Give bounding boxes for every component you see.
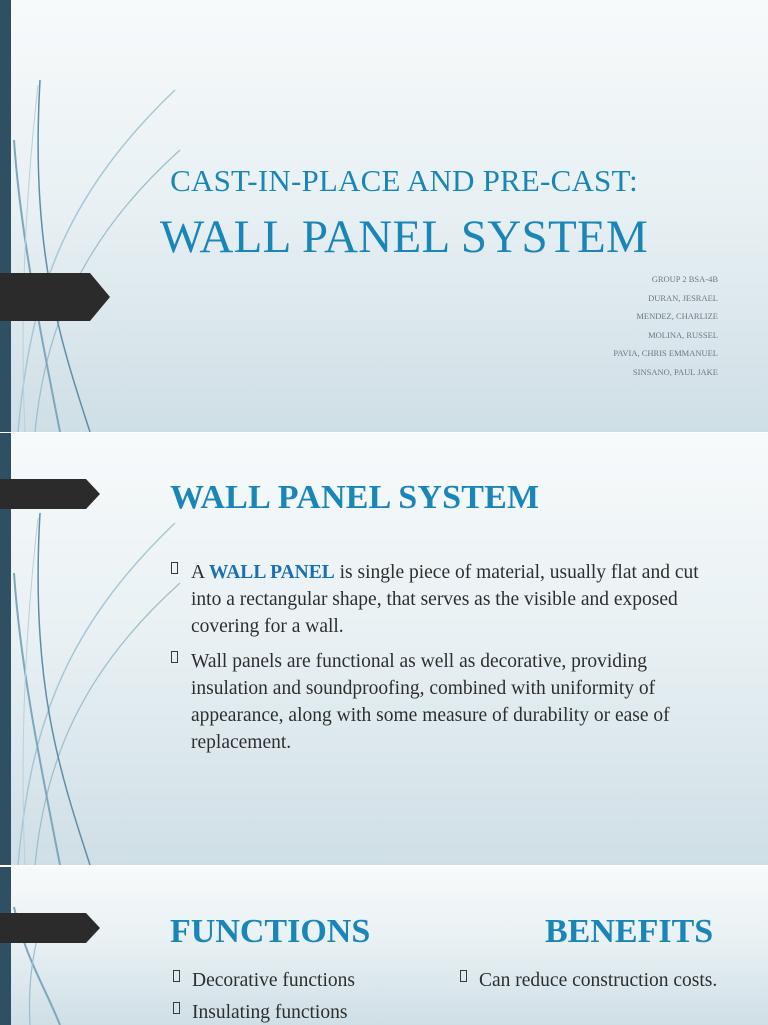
arrow-tab-icon (0, 479, 100, 509)
list-item (170, 999, 410, 1025)
list-item (170, 967, 410, 994)
bullet-text: A (191, 562, 209, 583)
bullet-item (168, 648, 728, 756)
bullet-icon (173, 970, 180, 982)
slide-title-line1: CAST-IN-PLACE AND PRE-CAST: (170, 163, 638, 198)
title-slide (0, 0, 768, 432)
slide-title-line2: WALL PANEL SYSTEM (159, 211, 649, 263)
member-name: PAVIA, CHRIS EMMANUEL (613, 348, 718, 358)
member-name: SINSANO, PAUL JAKE (632, 366, 718, 377)
group-members-list (613, 270, 718, 381)
benefits-heading: BENEFITS (545, 913, 714, 950)
bullet-text: Wall panels are functional as well as decorative, providing insulation and soundproofing, combined with uniformity of appearance, along with some measure of durability or ease of replacement. (191, 651, 670, 753)
arrow-tab-icon (0, 913, 100, 943)
member-name: DURAN, JESRAEL (648, 292, 718, 303)
bullet-icon (173, 1002, 180, 1014)
list-item (457, 967, 727, 994)
list-item-text: Decorative functions (192, 970, 355, 991)
bullet-icon (171, 562, 178, 574)
bullet-icon (460, 970, 467, 982)
group-label: GROUP 2 BSA-4B (651, 274, 718, 284)
bullet-item (168, 559, 728, 640)
list-item-text: Can reduce construction costs. (479, 970, 718, 991)
member-name: MENDEZ, CHARLIZE (636, 311, 718, 321)
functions-benefits-slide (0, 866, 768, 1025)
bullet-icon (171, 651, 178, 663)
functions-heading: FUNCTIONS (170, 913, 371, 950)
functions-list (170, 967, 410, 1025)
member-name: MOLINA, RUSSEL (648, 329, 718, 340)
list-item-text: Insulating functions (192, 1002, 348, 1023)
left-accent-bar (0, 867, 11, 1025)
arrow-tab-icon (0, 273, 110, 321)
definition-slide (0, 432, 768, 865)
highlight-term: WALL PANEL (208, 562, 335, 583)
benefits-list (457, 967, 727, 999)
bullet-list (168, 559, 728, 764)
bullet-text: is single piece of material, usually flat and cut into a rectangular shape, that serves as the visible and exposed covering for a wall. (191, 562, 699, 637)
slide-heading: WALL PANEL SYSTEM (170, 479, 540, 516)
